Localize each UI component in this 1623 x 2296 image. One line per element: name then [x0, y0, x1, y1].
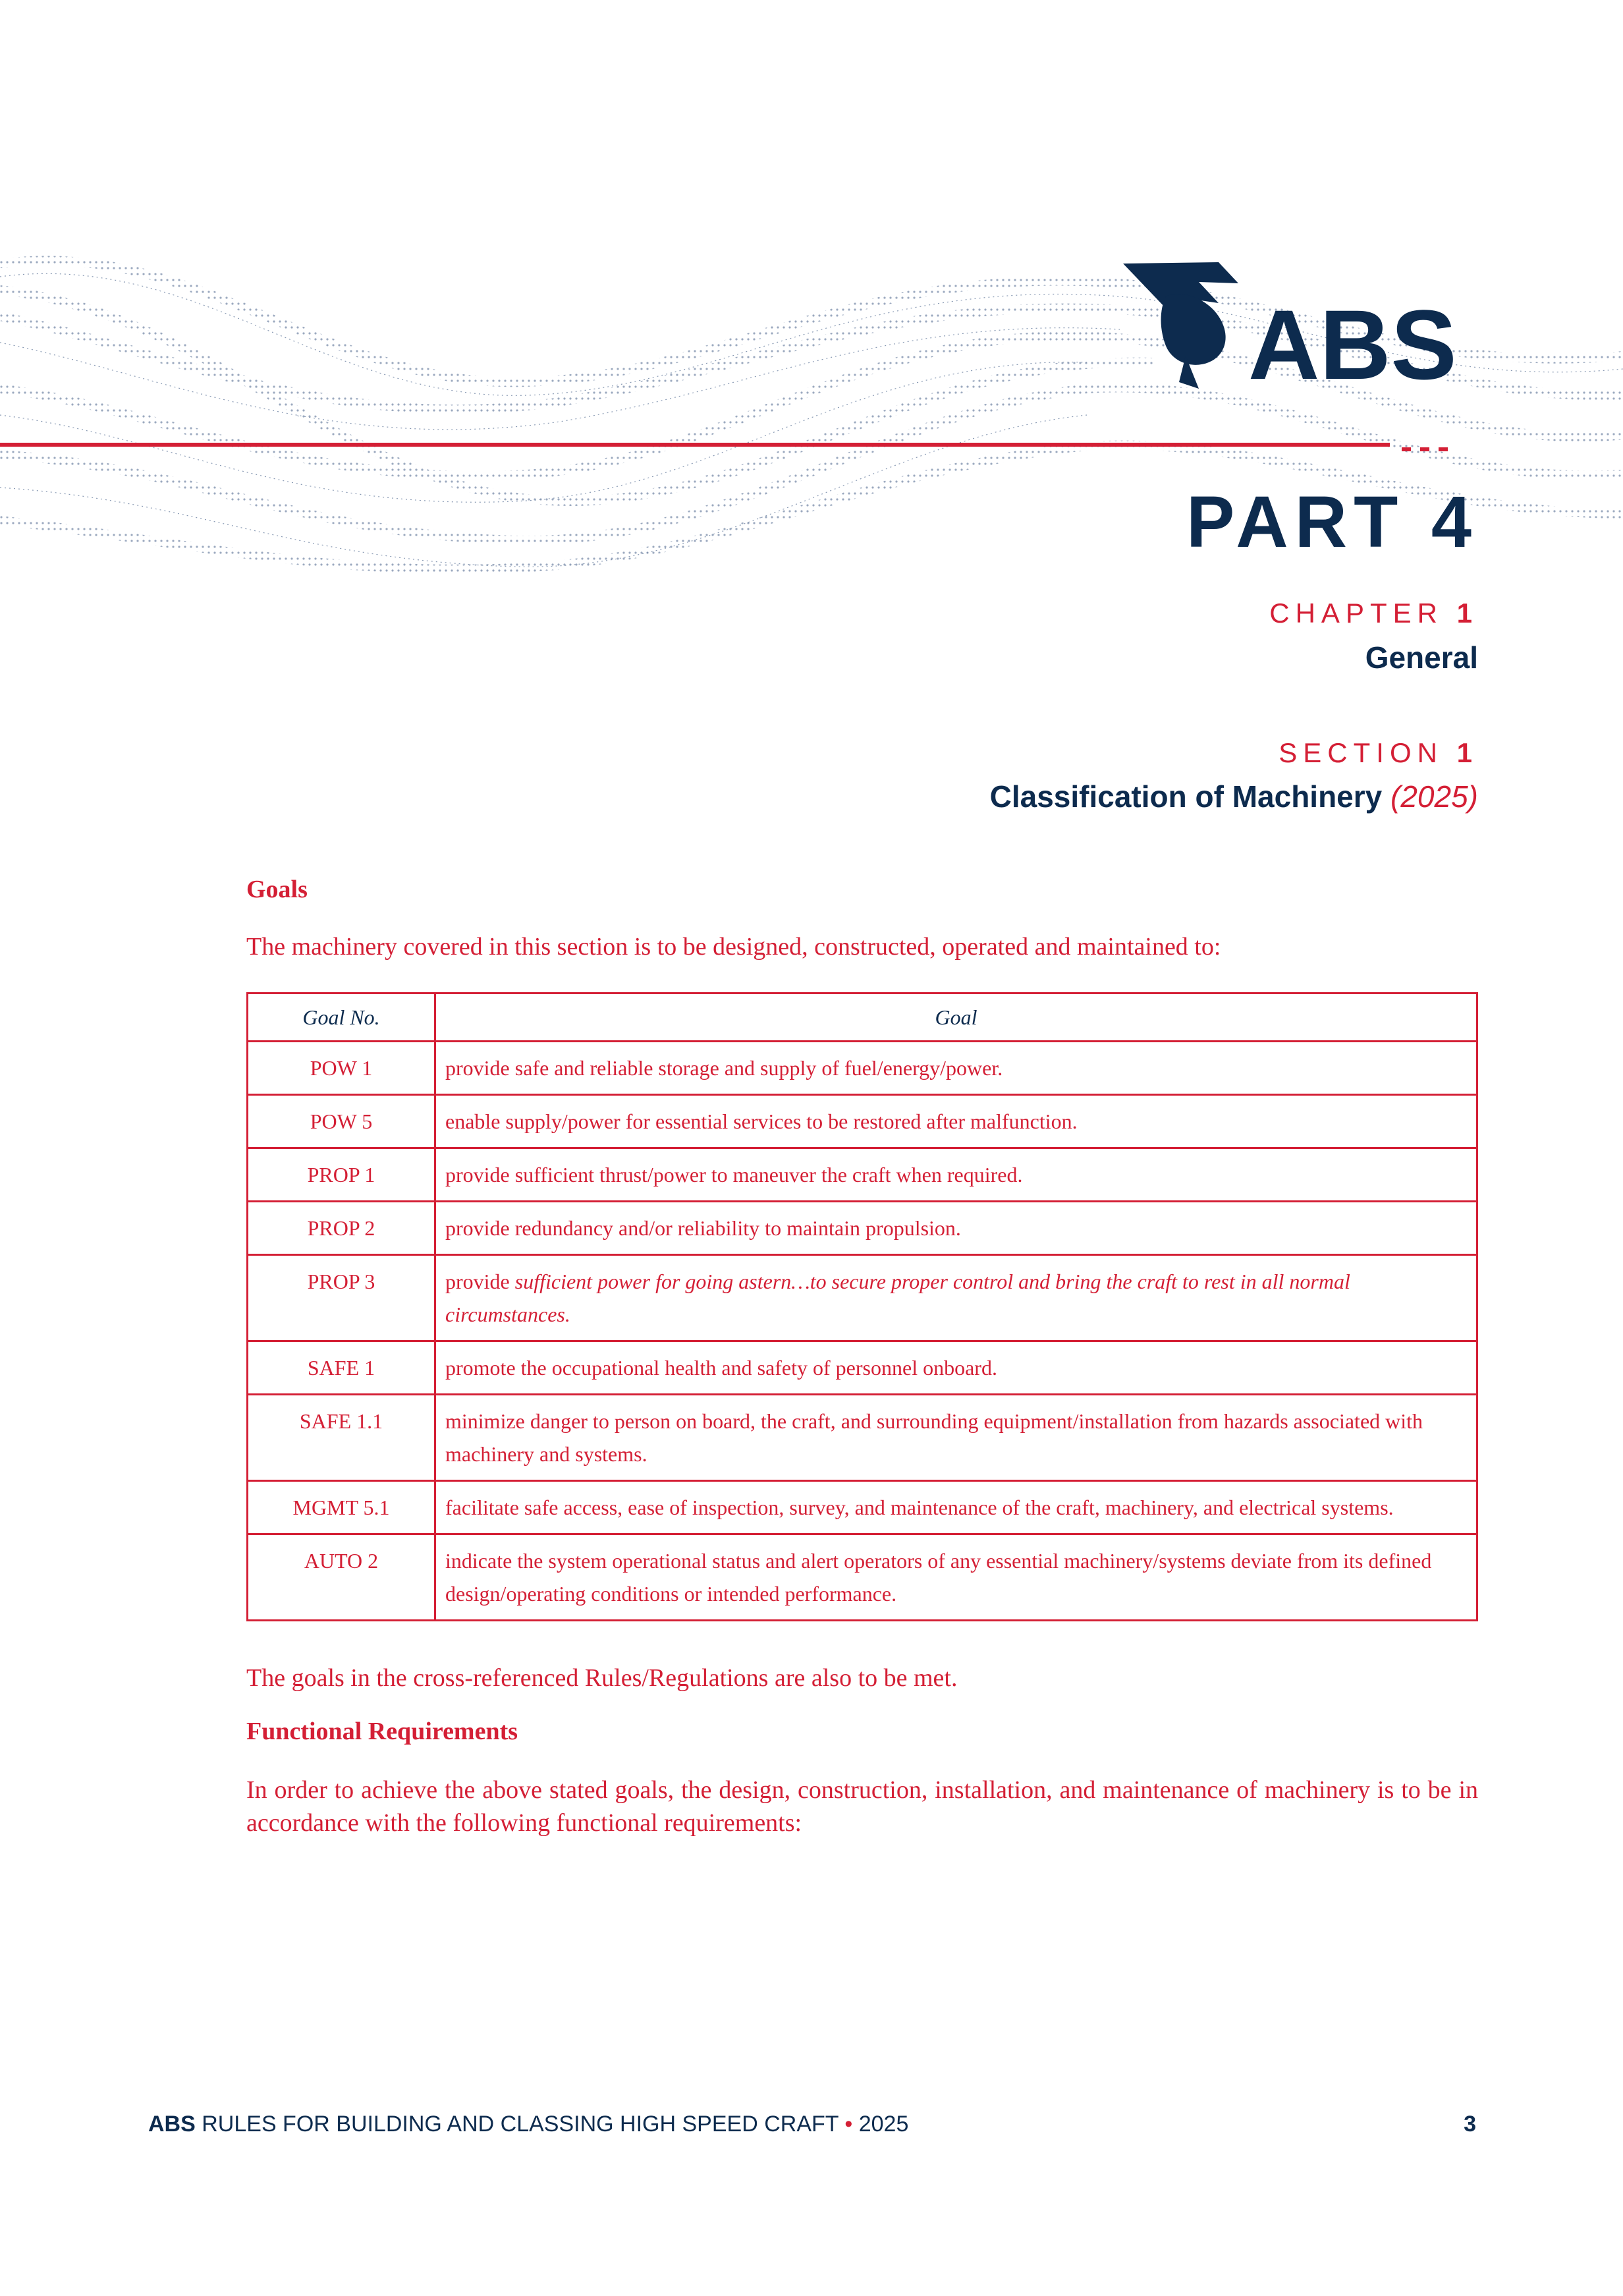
- goal-text: provide safe and reliable storage and supply of fuel/energy/power.: [435, 1042, 1477, 1095]
- footer-bullet: •: [844, 2112, 853, 2137]
- goal-number: PROP 1: [248, 1148, 435, 1202]
- chapter-word: CHAPTER: [1269, 598, 1443, 629]
- table-row: [248, 1395, 1477, 1481]
- page-number: 3: [1464, 2112, 1476, 2137]
- section-word: SECTION: [1279, 737, 1443, 768]
- page-footer: [148, 2112, 1476, 2137]
- goal-number: AUTO 2: [248, 1534, 435, 1621]
- goals-table: [246, 992, 1478, 1621]
- goal-text: indicate the system operational status and alert operators of any essential machinery/systems deviate from its defined design/operating conditions or intended performance.: [435, 1534, 1477, 1621]
- table-row: [248, 1095, 1477, 1148]
- logo-wordmark: ABS: [1248, 289, 1457, 395]
- table-header-row: [248, 994, 1477, 1042]
- section-label: [1279, 739, 1478, 767]
- chapter-number: 1: [1456, 598, 1478, 629]
- header-rule: [0, 443, 1390, 447]
- goal-number: PROP 2: [248, 1202, 435, 1255]
- table-row: [248, 1042, 1477, 1095]
- eagle-emblem-icon: [1123, 262, 1238, 389]
- goal-text: enable supply/power for essential services to be restored after malfunction.: [435, 1095, 1477, 1148]
- goals-intro: The machinery covered in this section is to be designed, constructed, operated and maintained to:: [246, 933, 1221, 961]
- goal-text: facilitate safe access, ease of inspection, survey, and maintenance of the craft, machinery, and electrical systems.: [435, 1481, 1477, 1534]
- goal-number: SAFE 1: [248, 1341, 435, 1395]
- header-rule-dots: [1402, 443, 1468, 447]
- goal-text-italic: sufficient power for going astern…to secure proper control and bring the craft to rest in all normal circumstances.: [445, 1270, 1350, 1326]
- goal-number: MGMT 5.1: [248, 1481, 435, 1534]
- goal-number: PROP 3: [248, 1255, 435, 1341]
- header-goal-no: Goal No.: [248, 994, 435, 1042]
- footer-title: RULES FOR BUILDING AND CLASSING HIGH SPEED CRAFT: [195, 2112, 845, 2137]
- goals-heading: Goals: [246, 876, 308, 903]
- goal-text: minimize danger to person on board, the craft, and surrounding equipment/installation from hazards associated with machinery and systems.: [435, 1395, 1477, 1481]
- functional-requirements-intro: In order to achieve the above stated goals, the design, construction, installation, and maintenance of machinery is to be in accordance with the following functional requirements:: [246, 1776, 1478, 1837]
- abs-logo: [1120, 257, 1479, 395]
- goal-text-prefix: provide: [445, 1270, 515, 1293]
- footer-year: 2025: [852, 2112, 909, 2137]
- section-title: [990, 781, 1478, 812]
- footer-brand: ABS: [148, 2112, 196, 2137]
- header-goal: Goal: [435, 994, 1477, 1042]
- part-title: PART 4: [1186, 482, 1478, 563]
- chapter-title: General: [1365, 640, 1478, 675]
- chapter-label: [1269, 600, 1478, 627]
- goal-text: provide redundancy and/or reliability to maintain propulsion.: [435, 1202, 1477, 1255]
- table-row: [248, 1481, 1477, 1534]
- table-row: [248, 1202, 1477, 1255]
- section-title-text: Classification of Machinery: [989, 779, 1383, 814]
- goal-text: [435, 1255, 1477, 1341]
- goal-text: provide sufficient thrust/power to maneuver the craft when required.: [435, 1148, 1477, 1202]
- table-row: [248, 1534, 1477, 1621]
- table-row: [248, 1341, 1477, 1395]
- cross-reference-note: The goals in the cross-referenced Rules/Regulations are also to be met.: [246, 1664, 958, 1692]
- section-number: 1: [1456, 737, 1478, 768]
- goal-number: POW 1: [248, 1042, 435, 1095]
- goal-number: SAFE 1.1: [248, 1395, 435, 1481]
- goal-number: POW 5: [248, 1095, 435, 1148]
- table-row: [248, 1148, 1477, 1202]
- table-row: [248, 1255, 1477, 1341]
- section-year: (2025): [1390, 779, 1478, 814]
- functional-requirements-heading: Functional Requirements: [246, 1718, 518, 1745]
- goal-text: promote the occupational health and safety of personnel onboard.: [435, 1341, 1477, 1395]
